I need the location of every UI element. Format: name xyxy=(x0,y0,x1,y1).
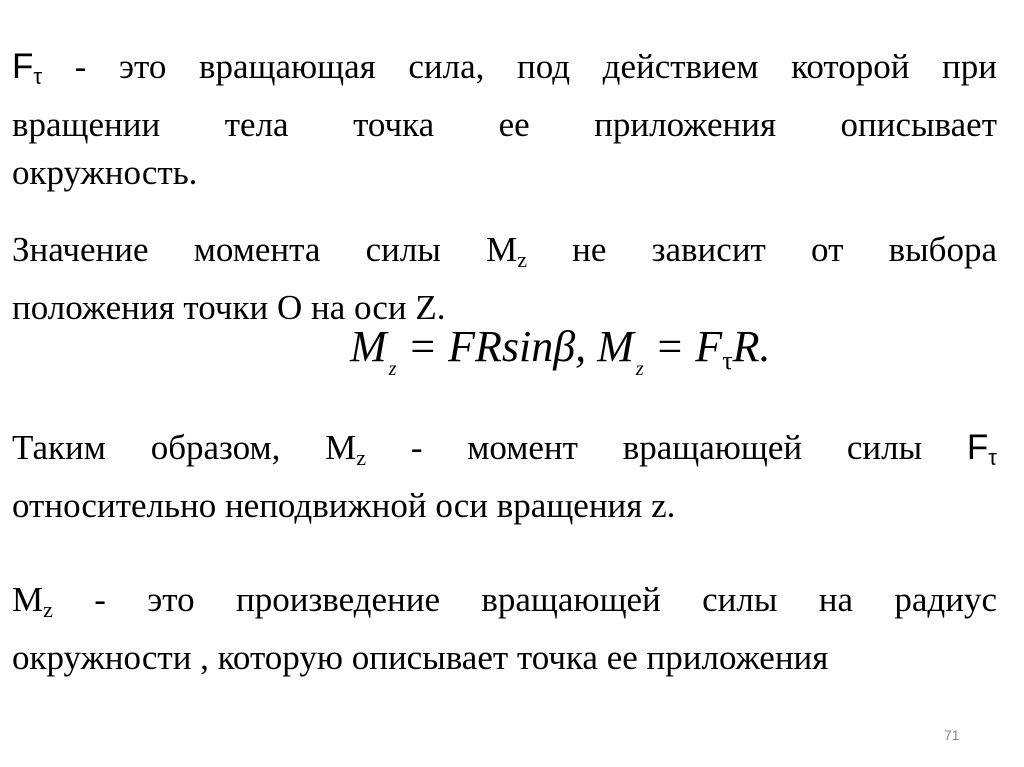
force-tau-symbol: $F_\tau$ xyxy=(966,428,997,470)
paragraph-moment-independence xyxy=(12,226,997,332)
paragraph-line: Таким образом, $M_z$ - момент вращающей силы $F_\tau$ xyxy=(12,428,997,470)
paragraph-line: окружности , которую описывает точка ее приложения xyxy=(12,638,829,677)
paragraph-line: относительно неподвижной оси вращения z. xyxy=(12,486,676,525)
paragraph-line: Значение момента силы $M_z$ не зависит от выбора xyxy=(12,230,997,272)
paragraph-line: окружность. xyxy=(12,153,198,192)
paragraph-line: $M_z$ - это произведение вращающей силы на радиус xyxy=(12,580,997,622)
paragraph-moment-product xyxy=(12,576,997,682)
moment-formula: M $_z$ = FRsinβ, M $_z$ = FτR. xyxy=(350,322,771,380)
paragraph-moment-of-rotating-force xyxy=(12,424,997,530)
page-number: 71 xyxy=(944,727,960,743)
paragraph-definition-rotating-force xyxy=(12,43,997,197)
paragraph-line: вращении тела точка ее приложения описывает xyxy=(12,105,997,144)
paragraph-line: положения точки O на оси Z. xyxy=(12,288,446,327)
paragraph-line: $F_\tau$ - это вращающая сила, под действием которой при xyxy=(12,47,997,89)
force-tau-symbol: $F_\tau$ xyxy=(12,47,43,89)
